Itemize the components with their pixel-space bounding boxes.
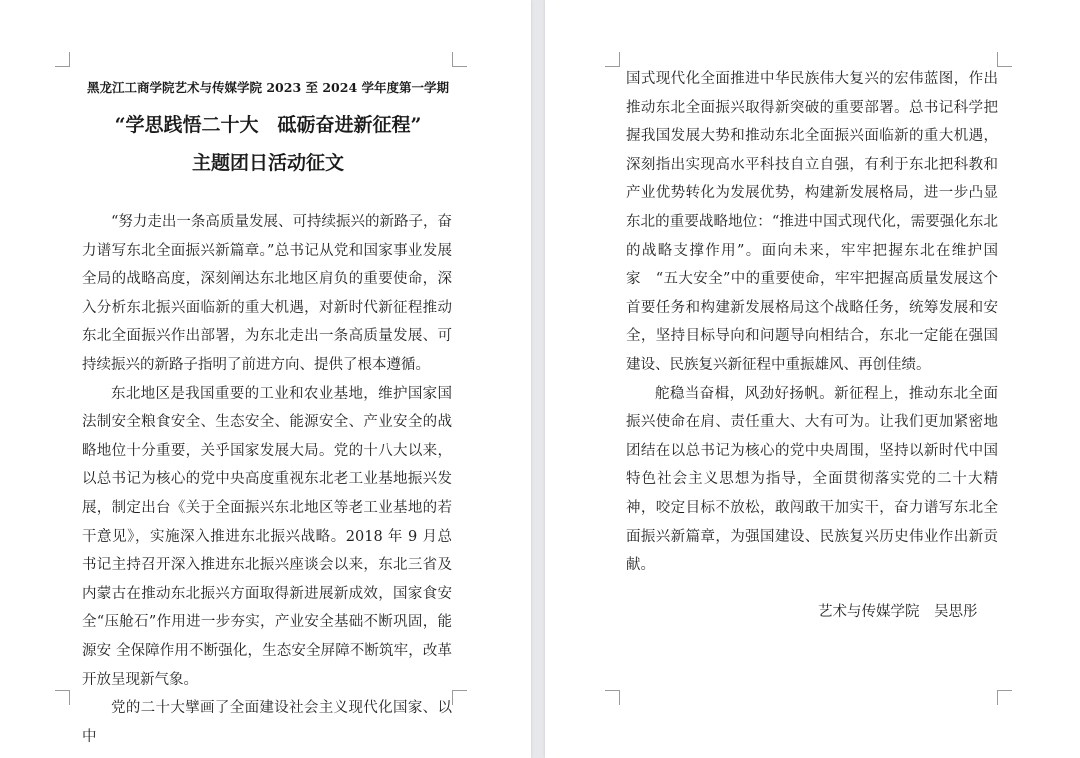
document-subtitle: 主题团日活动征文 — [191, 152, 344, 174]
crop-mark-bottom-left — [55, 690, 70, 705]
document-title: “学思践悟二十大 砥砺奋进新征程” — [114, 114, 422, 136]
paragraph: 国式现代化全面推进中华民族伟大复兴的宏伟蓝图，作出推动东北全面振兴取得新突破的重要部署。总书记科学把握我国发展大势和推动东北全面振兴面临新的重大机遇，深刻指出实现高水平科技自立自强，有利于东北把科教和产业优势转化为发展优势，构建新发展格局，进一步凸显东北的重要战略地位：“推进中国式现代化，需要强化东北的战略支撑作用”。面向未来，牢牢把握东北在维护国家 “五大安全”中的重要使命，牢牢把握高质量发展这个首要任务和构建新发展格局这个战略任务，统筹发展和安全，坚持目标导向和问题导向相结合，东北一定能在强国建设、民族复兴新征程中重振雄风、再创佳绩。 — [626, 71, 998, 373]
crop-mark-bottom-right — [452, 690, 467, 705]
paragraph: 东北地区是我国重要的工业和农业基地，维护国家国法制安全粮食安全、生态安全、能源安全、产业安全的战略地位十分重要，关乎国家发展大局。党的十八大以来，以总书记为核心的党中央高度重视东北老工业基地振兴发展，制定出台《关于全面振兴东北地区等老工业基地的若干意见》，实施深入推进东北振兴战略。2018 年 9 月总书记主持召开深入推进东北振兴座谈会以来，东北三省及内蒙古在推动东北振兴方面取得新进展新成效，国家食安全“压舱石”作用进一步夯实，产业安全基础不断巩固，能源安 全保障作用不断强化，生态安全屏障不断筑牢，改革开放呈现新气象。 — [82, 385, 452, 688]
crop-mark-bottom-right — [997, 690, 1012, 705]
crop-mark-top-left — [605, 52, 620, 67]
crop-mark-top-right — [452, 52, 467, 67]
crop-mark-top-right — [997, 52, 1012, 67]
paragraph: 舵稳当奋楫，风劲好扬帆。新征程上，推动东北全面振兴使命在肩、责任重大、大有可为。让我们更加紧密地团结在以总书记为核心的党中央周围，坚持以新时代中国特色社会主义思想为指导，全面贯彻落实党的二十大精神，咬定目标不放松，敢闯敢干加实干，奋力谱写东北全面振兴新篇章，为强国建设、民族复兴历史伟业作出新贡献。 — [626, 385, 998, 574]
crop-mark-bottom-left — [605, 690, 620, 705]
paragraph: “努力走出一条高质量发展、可持续振兴的新路子，奋力谱写东北全面振兴新篇章。”总书记从党和国家事业发展全局的战略高度，深刻阐达东北地区肩负的重要使命，深入分析东北振兴面临新的重大机遇，对新时代新征程推动东北全面振兴作出部署，为东北走出一条高质量发展、可持续振兴的新路子指明了前进方向、提供了根本遵循。 — [82, 214, 452, 373]
document-header-line: 黑龙江工商学院艺术与传媒学院 2023 至 2024 学年度第一学期 — [87, 80, 449, 95]
signature: 艺术与传媒学院 吴思彤 — [818, 604, 978, 620]
right-page-body — [626, 65, 998, 580]
paragraph: 党的二十大擘画了全面建设社会主义现代化国家、以中 — [82, 700, 452, 745]
left-page-body — [82, 208, 452, 751]
document-page-left — [0, 0, 531, 758]
crop-mark-top-left — [55, 52, 70, 67]
